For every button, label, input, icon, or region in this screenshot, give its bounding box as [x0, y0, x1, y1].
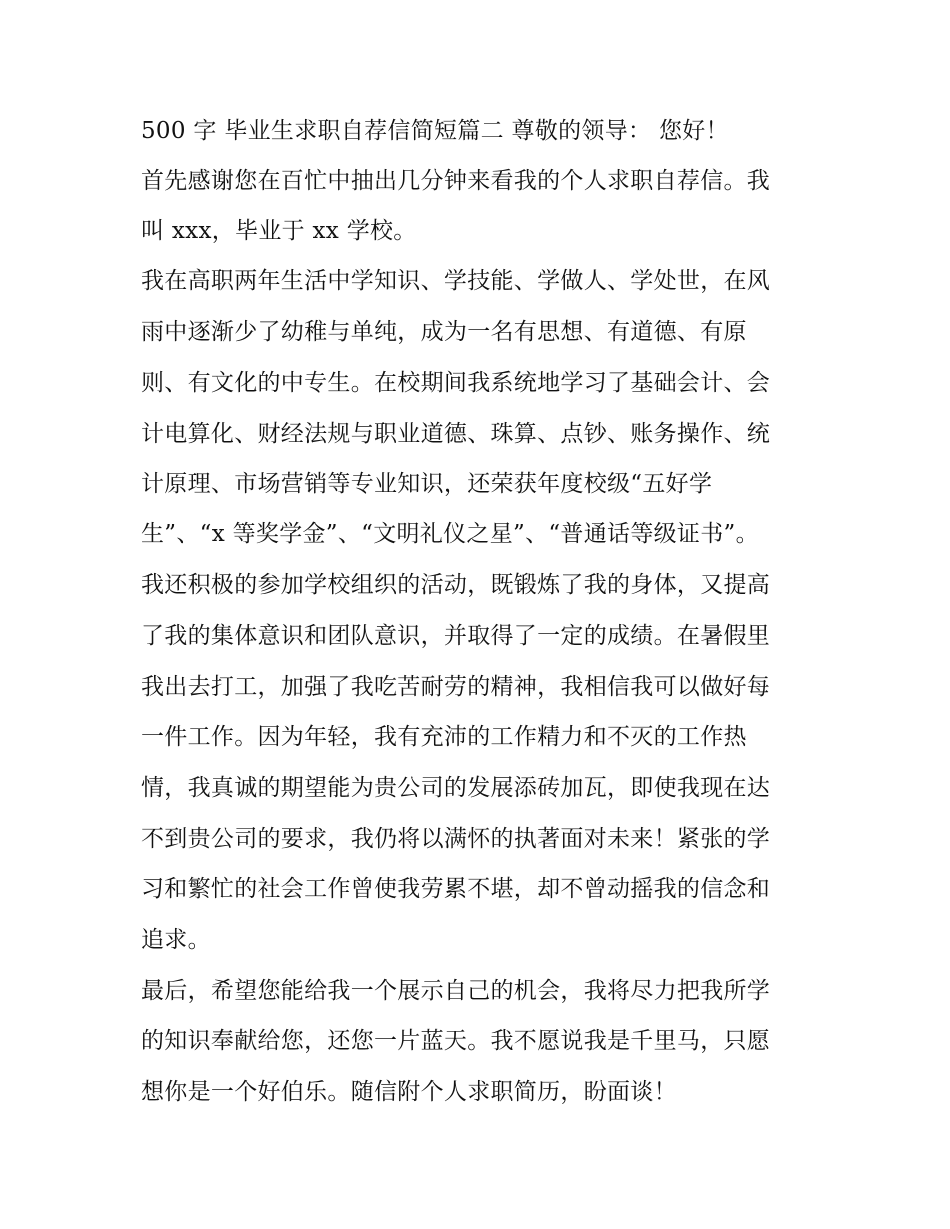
text-line: 计电算化、财经法规与职业道德、珠算、点钞、账务操作、统 [141, 421, 771, 447]
text-line: 首先感谢您在百忙中抽出几分钟来看我的个人求职自荐信。我 [141, 168, 771, 194]
text-line: 习和繁忙的社会工作曾使我劳累不堪，却不曾动摇我的信念和 [141, 876, 771, 902]
text-line: 我还积极的参加学校组织的活动，既锻炼了我的身体，又提高 [141, 572, 771, 598]
text-line: 一件工作。因为年轻，我有充沛的工作精力和不灭的工作热 [141, 724, 747, 750]
text-line: 计原理、市场营销等专业知识，还荣获年度校级“五好学 [141, 471, 713, 497]
text-line: 不到贵公司的要求，我仍将以满怀的执著面对未来！紧张的学 [141, 826, 771, 852]
text-line: 情，我真诚的期望能为贵公司的发展添砖加瓦，即使我现在达 [141, 775, 771, 801]
text-line: 我出去打工，加强了我吃苦耐劳的精神，我相信我可以做好每 [141, 674, 771, 700]
text-line: 叫 xxx，毕业于 xx 学校。 [141, 218, 417, 244]
text-line: 500 字 毕业生求职自荐信简短篇二 尊敬的领导： 您好！ [141, 118, 729, 144]
text-line: 了我的集体意识和团队意识，并取得了一定的成绩。在暑假里 [141, 623, 771, 649]
text-line: 的知识奉献给您，还您一片蓝天。我不愿说我是千里马，只愿 [141, 1028, 771, 1054]
text-line: 则、有文化的中专生。在校期间我系统地学习了基础会计、会 [141, 370, 771, 396]
text-line: 雨中逐渐少了幼稚与单纯，成为一名有思想、有道德、有原 [141, 319, 747, 345]
text-line: 我在高职两年生活中学知识、学技能、学做人、学处世，在风 [141, 268, 771, 294]
text-line: 追求。 [141, 927, 211, 953]
text-line: 生”、“x 等奖学金”、“文明礼仪之星”、“普通话等级证书”。 [141, 521, 759, 547]
text-line: 最后，希望您能给我一个展示自己的机会，我将尽力把我所学 [141, 978, 771, 1004]
text-line: 想你是一个好伯乐。随信附个人求职简历，盼面谈！ [141, 1079, 677, 1105]
